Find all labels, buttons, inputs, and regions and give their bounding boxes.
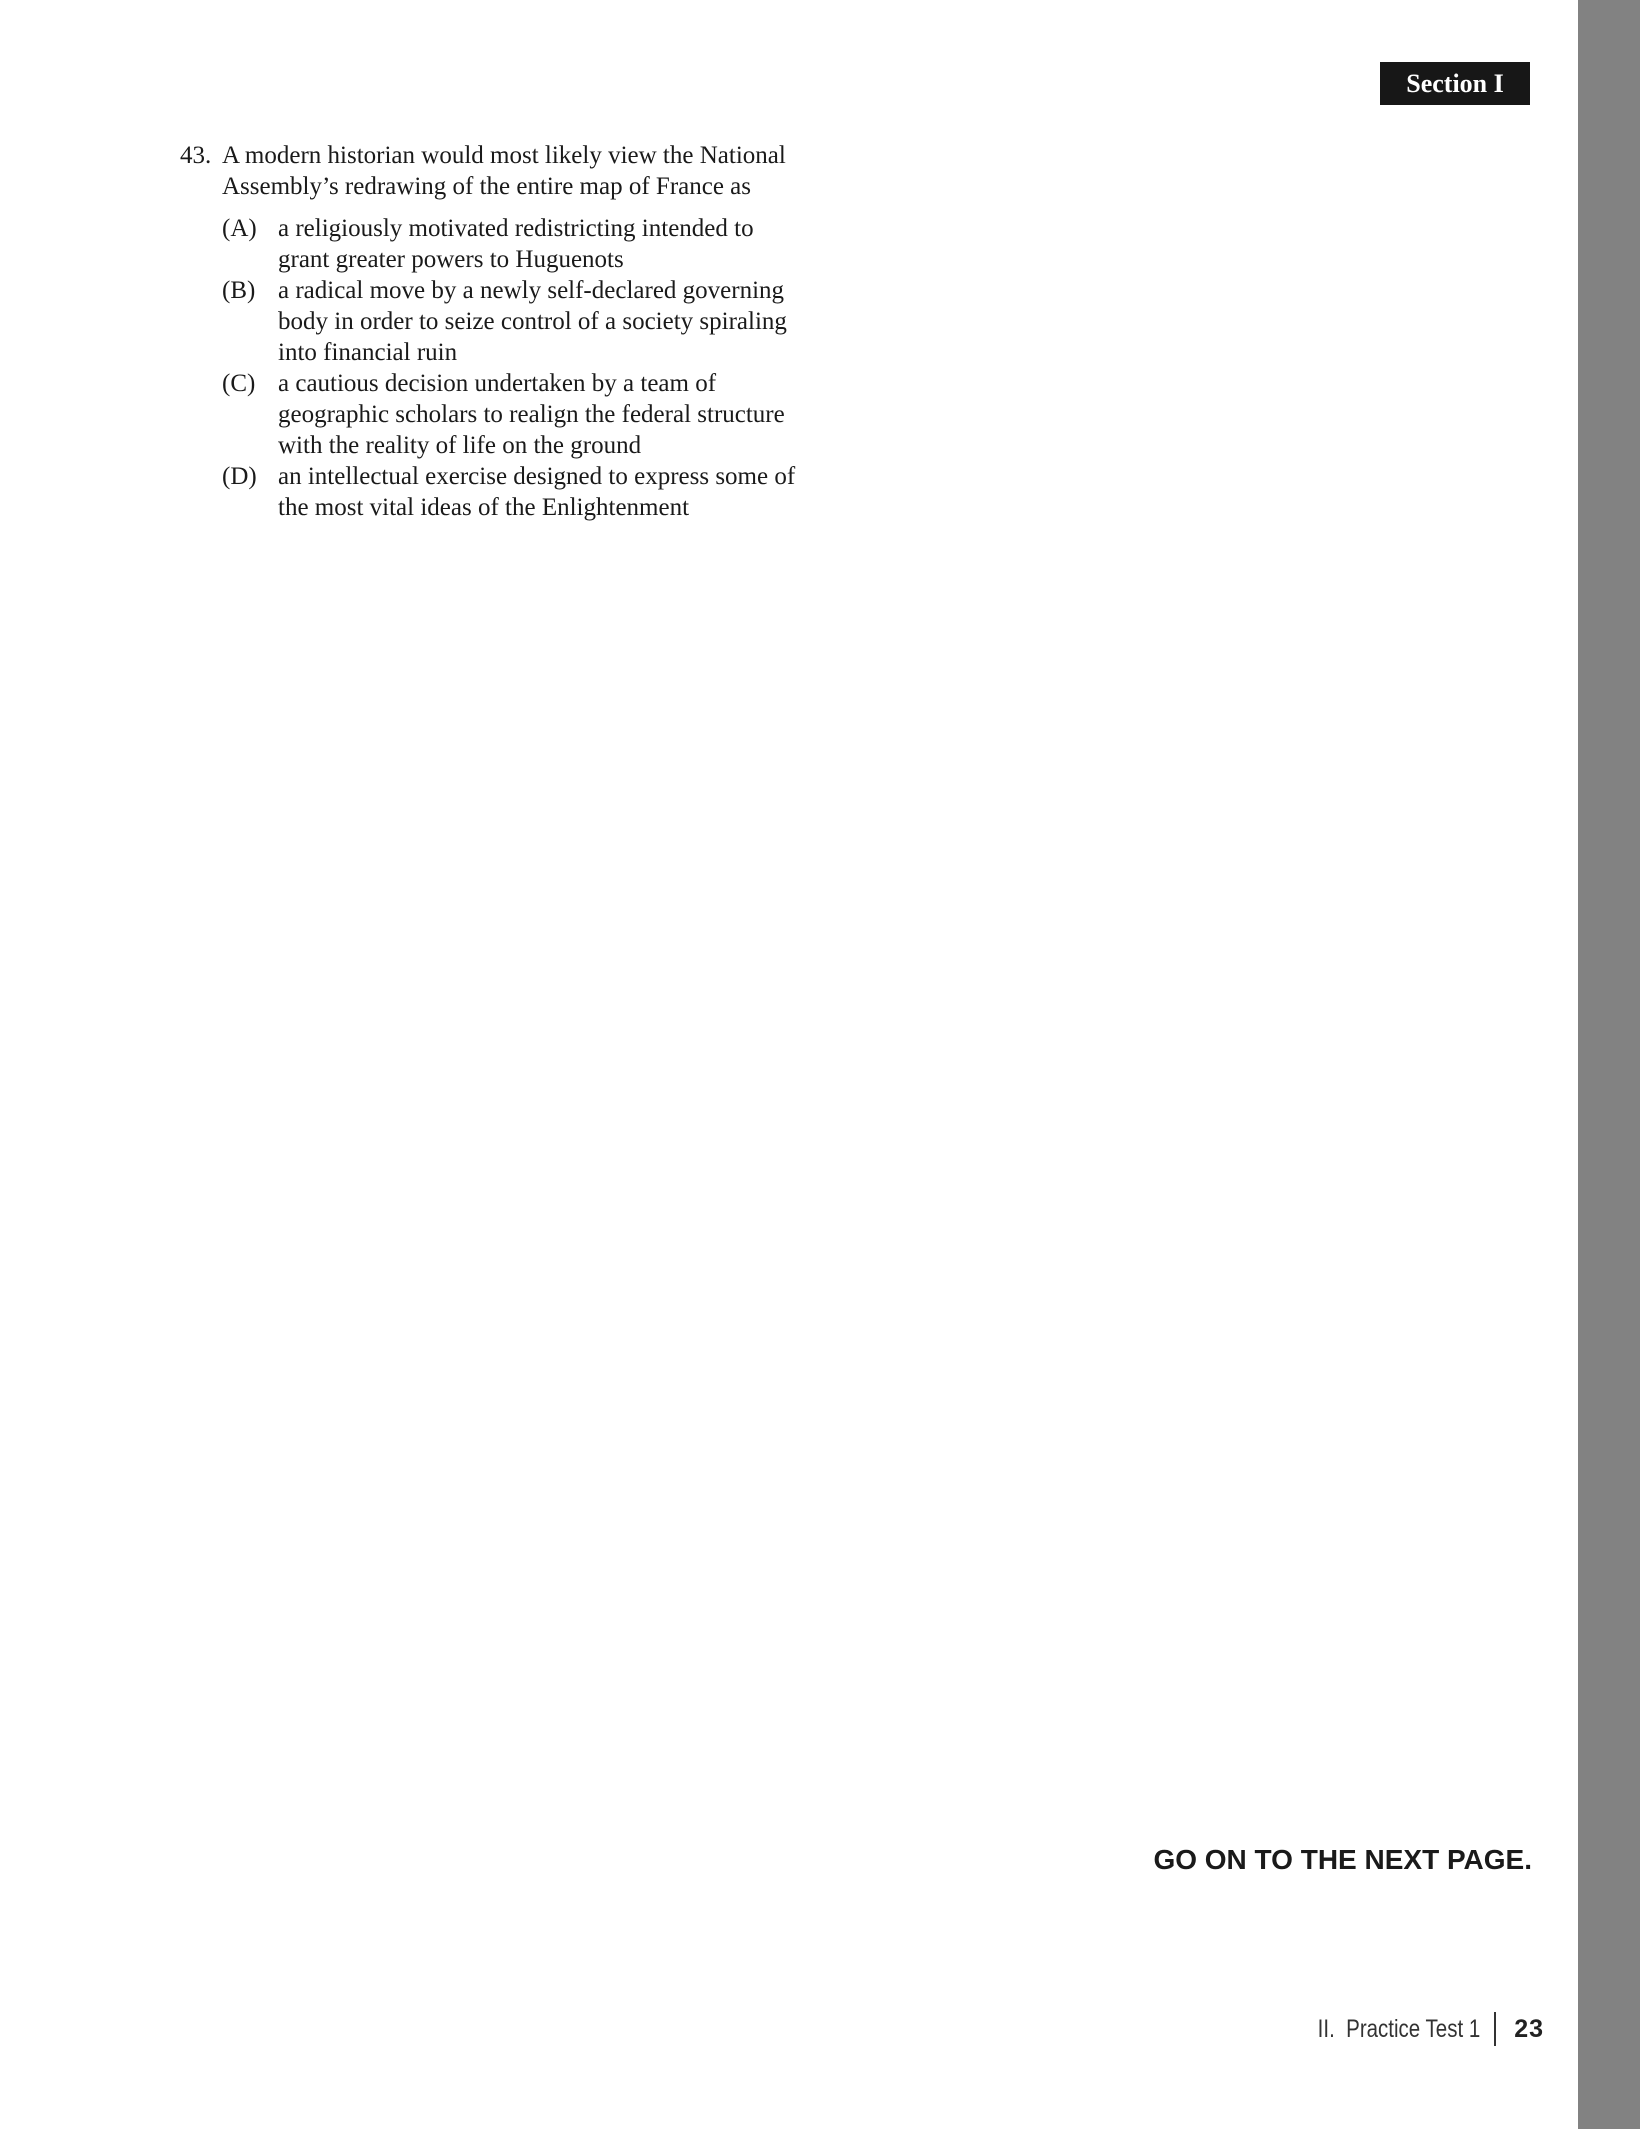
- choice-c: [222, 368, 840, 461]
- choice-letter: (C): [222, 370, 256, 397]
- choice-text-line: a radical move by a newly self-declared governing: [278, 277, 785, 304]
- page-footer: [1282, 2009, 1544, 2049]
- choice-text-line: with the reality of life on the ground: [278, 432, 642, 459]
- question-number: 43.: [180, 142, 212, 169]
- choice-a: [222, 213, 840, 275]
- choice-text-line: the most vital ideas of the Enlightenment: [278, 494, 690, 521]
- question-stem: [180, 140, 840, 202]
- question-43: [180, 140, 840, 523]
- footer-divider: [1494, 2012, 1496, 2046]
- choice-text-line: an intellectual exercise designed to express some of: [278, 463, 796, 490]
- choice-text-line: a cautious decision undertaken by a team of: [278, 370, 717, 397]
- choice-letter: (A): [222, 215, 257, 242]
- question-stem-line: A modern historian would most likely view the National: [222, 142, 786, 169]
- choice-d: [222, 461, 840, 523]
- choice-text-line: geographic scholars to realign the federal structure: [278, 401, 785, 428]
- page-edge-bar: [1578, 0, 1640, 2129]
- answer-choices: [222, 213, 840, 523]
- choice-b: [222, 275, 840, 368]
- choice-text-line: into financial ruin: [278, 339, 458, 366]
- choice-text-line: grant greater powers to Huguenots: [278, 246, 624, 273]
- choice-text-line: a religiously motivated redistricting intended to: [278, 215, 754, 242]
- choice-letter: (B): [222, 277, 256, 304]
- section-badge: Section I: [1380, 62, 1530, 105]
- choice-letter: (D): [222, 463, 257, 490]
- page-number: 23: [1514, 2014, 1544, 2043]
- choice-text-line: body in order to seize control of a society spiraling: [278, 308, 787, 335]
- question-stem-line: Assembly’s redrawing of the entire map of France as: [222, 173, 752, 200]
- next-page-notice: GO ON TO THE NEXT PAGE.: [1153, 1844, 1532, 1875]
- footer-section-title: II. Practice Test 1: [1317, 2014, 1481, 2043]
